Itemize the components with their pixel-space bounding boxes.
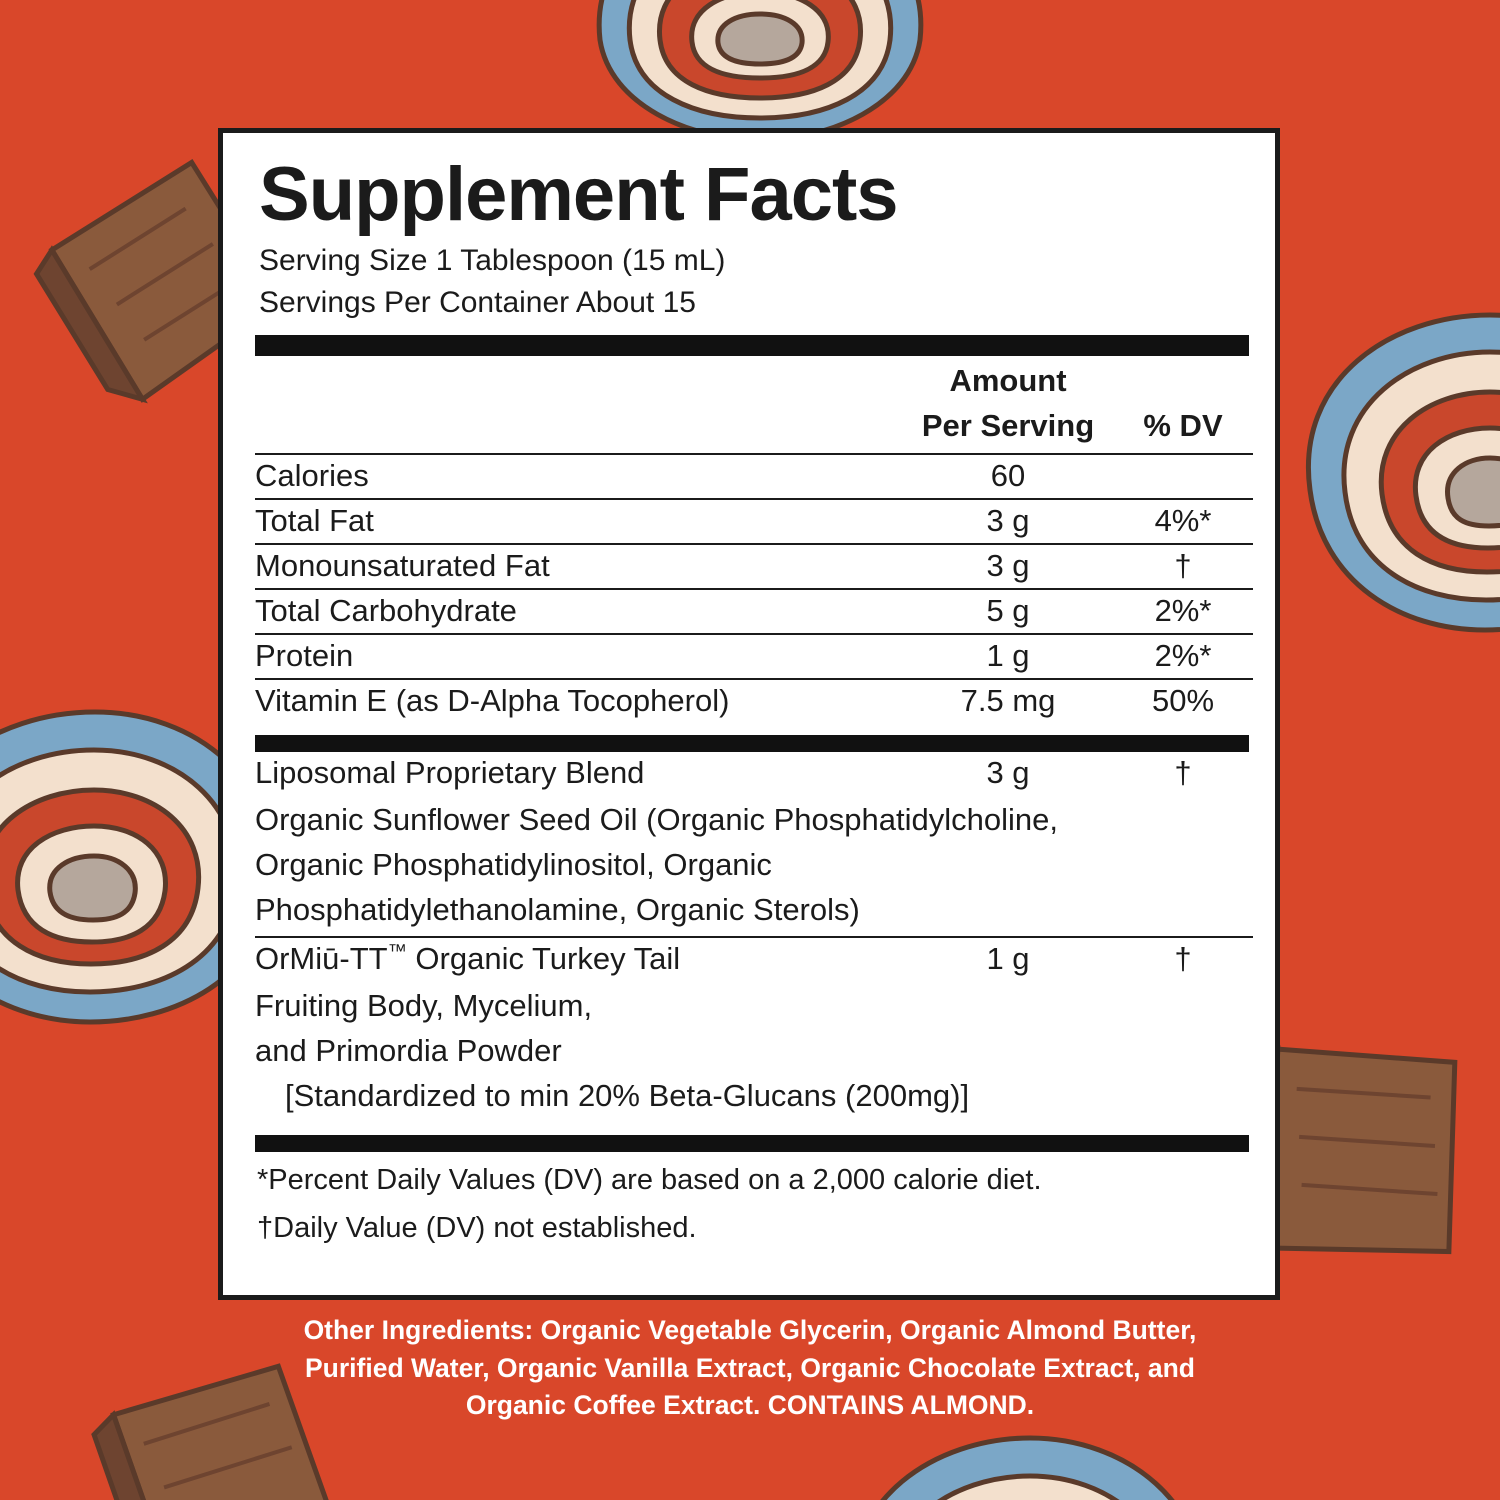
row-amount: 3 g [903,499,1113,544]
servings-per-container: Servings Per Container About 15 [259,285,696,319]
blend-sub-line: Phosphatidylethanolamine, Organic Sterols) [255,891,860,927]
mushroom-standardized: [Standardized to min 20% Beta-Glucans (200mg)] [285,1078,970,1114]
row-dv: 2%* [1113,634,1253,679]
blend-amount: 3 g [986,754,1030,790]
blend-dv: † [1174,754,1192,790]
row-dv: † [1113,544,1253,589]
mushroom-name-main: OrMiū-TT [255,941,388,977]
header-amount-line2: Per Serving [921,407,1095,443]
mushroom-sub-line: and Primordia Powder [255,1033,562,1069]
blend-row [255,752,1253,795]
other-ingredients-line: Organic Coffee Extract. CONTAINS ALMOND. [465,1390,1035,1421]
footnote-not-established: †Daily Value (DV) not established. [257,1211,697,1244]
header-amount-line1: Amount [949,362,1067,398]
row-label: Total Carbohydrate [255,589,903,634]
blend-sub-line: Organic Phosphatidylinositol, Organic [255,846,772,882]
blend-sub-line: Organic Sunflower Seed Oil (Organic Phosphatidylcholine, [255,801,1058,837]
page-title: Supplement Facts [259,152,898,237]
header-amount-per-serving [903,356,1113,454]
mushroom-amount: 1 g [903,937,1113,981]
other-ingredients-line: Purified Water, Organic Vanilla Extract, Organic Chocolate Extract, and [305,1352,1195,1383]
table-row [255,679,1253,723]
row-dv [1113,454,1253,499]
mushroom-subline-row [255,981,1253,1123]
mushroom-sub-line: Fruiting Body, Mycelium, [255,988,593,1024]
blend-label: Liposomal Proprietary Blend [255,754,645,790]
other-ingredients [0,1312,1500,1425]
blend-subline-row [255,795,1253,938]
table-row [255,589,1253,634]
header-daily-value [1113,356,1253,454]
table-row [255,634,1253,679]
header-spacer [255,356,903,454]
row-dv: 2%* [1113,589,1253,634]
mushroom-sub-lines [255,981,1253,1123]
trademark-symbol: ™ [387,942,407,964]
row-label: Monounsaturated Fat [255,544,903,589]
mushroom-dv: † [1113,937,1253,981]
row-label: Vitamin E (as D-Alpha Tocopherol) [255,679,903,723]
divider-thick-bottom [255,1135,1249,1152]
row-label: Protein [255,634,903,679]
row-amount: 5 g [903,589,1113,634]
row-dv: 4%* [1113,499,1253,544]
row-dv: 50% [1113,679,1253,723]
table-header-row [255,356,1253,454]
row-amount: 3 g [903,544,1113,589]
row-amount: 60 [903,454,1113,499]
table-row [255,454,1253,499]
divider-thick-top [255,335,1249,356]
blend-table [255,752,1253,1124]
divider-thick-middle [255,735,1249,752]
other-ingredients-line: Other Ingredients: Organic Vegetable Glycerin, Organic Almond Butter, [303,1315,1197,1345]
table-row [255,544,1253,589]
mushroom-name-rest: Organic Turkey Tail [406,941,681,977]
mushroom-row [255,937,1253,981]
mushroom-label [255,937,903,981]
supplement-facts-panel [218,128,1280,1300]
table-row [255,499,1253,544]
blend-sub-lines [255,795,1253,938]
row-amount: 7.5 mg [903,679,1113,723]
row-label: Total Fat [255,499,903,544]
row-label: Calories [255,454,903,499]
nutrition-table [255,356,1253,723]
serving-size: Serving Size 1 Tablespoon (15 mL) [259,244,726,277]
header-dv-label: % DV [1143,407,1223,443]
footnote-daily-values: *Percent Daily Values (DV) are based on a 2,000 calorie diet. [257,1164,1042,1197]
row-amount: 1 g [903,634,1113,679]
